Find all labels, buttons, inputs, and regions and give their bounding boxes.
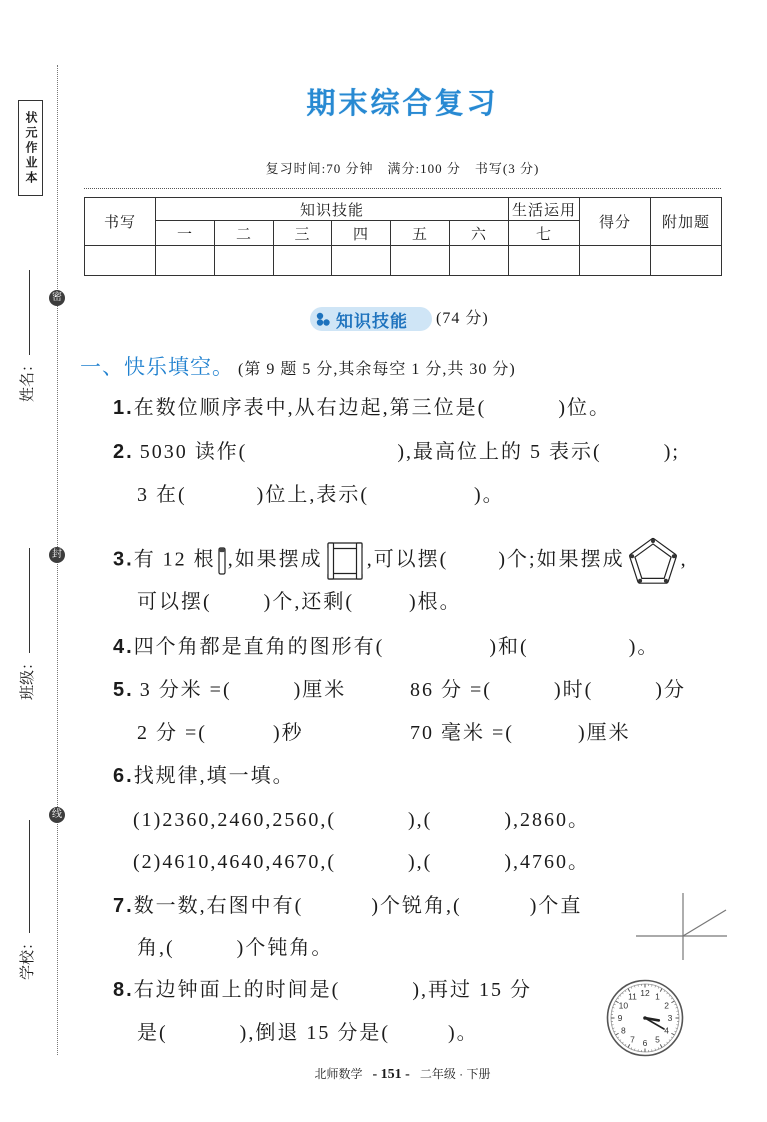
angle-figure [630, 888, 730, 966]
score-cell[interactable] [450, 246, 509, 276]
header-life: 生活运用 [509, 198, 580, 221]
question-text: 5030 读作( [139, 441, 248, 463]
question-text: ,如果摆成 [227, 548, 323, 571]
header-score: 得分 [580, 198, 651, 246]
school-line[interactable] [18, 820, 30, 933]
clock-number: 12 [640, 988, 650, 998]
answer-blank[interactable] [390, 1024, 448, 1044]
score-table [84, 197, 722, 276]
clock-number: 1 [655, 991, 660, 1002]
question-text: )个,还剩( [263, 591, 354, 613]
question-text: 数一数,右图中有( [133, 895, 304, 917]
part-header: 五 [391, 221, 450, 246]
part-header: 三 [274, 221, 332, 246]
answer-blank[interactable] [593, 681, 655, 701]
page-footer [84, 1064, 721, 1085]
question-text: )。 [448, 1022, 479, 1044]
answer-blank[interactable] [354, 593, 409, 613]
seal-feng-badge: 封 [49, 547, 65, 563]
clock-number: 8 [620, 1025, 626, 1036]
question-text: )位。 [558, 397, 612, 419]
score-cell[interactable] [332, 246, 391, 276]
header-divider [84, 188, 721, 189]
question-7-line-2 [137, 935, 333, 961]
question-text: ,可以摆( [366, 548, 449, 571]
matchstick-square-icon [323, 542, 367, 580]
question-3 [113, 537, 688, 571]
question-text: ); [663, 441, 680, 463]
question-7 [113, 893, 582, 919]
question-number: 3. [113, 548, 134, 571]
brand-label: 状元作业本 [18, 100, 43, 196]
answer-blank[interactable] [369, 486, 474, 506]
part-heading [80, 354, 516, 384]
question-text: 四个角都是直角的图形有( [133, 636, 385, 658]
score-cell[interactable] [651, 246, 722, 276]
dots-icon [315, 311, 331, 327]
question-text: 3 在( [137, 484, 187, 506]
answer-blank[interactable] [384, 638, 489, 658]
answer-blank[interactable] [336, 853, 408, 873]
score-cell[interactable] [156, 246, 215, 276]
answer-blank[interactable] [486, 399, 558, 419]
clock-number: 9 [617, 1013, 623, 1023]
question-text: 在数位顺序表中,从右边起,第三位是( [133, 397, 487, 419]
score-cell[interactable] [215, 246, 274, 276]
question-text: )位上,表示( [256, 484, 369, 506]
exam-info: 复习时间:70 分钟 满分:100 分 书写(3 分) [265, 161, 540, 176]
question-5-line-2-right [410, 720, 631, 746]
school-label: 学校： [19, 934, 36, 980]
question-text: )。 [628, 636, 660, 658]
question-text: 找规律,填一填。 [133, 765, 295, 787]
question-number: 4. [113, 636, 134, 658]
name-field[interactable] [18, 270, 38, 402]
part-header: 二 [215, 221, 274, 246]
class-field[interactable] [18, 548, 38, 700]
question-text: )。 [474, 484, 505, 506]
part-title: 一、快乐填空。 [80, 356, 234, 379]
question-5-line-2 [137, 720, 304, 746]
answer-blank[interactable] [462, 897, 530, 917]
answer-blank[interactable] [529, 638, 629, 658]
question-6-sub-1 [133, 807, 590, 833]
clock-number: 6 [642, 1038, 648, 1048]
matchstick-pentagon-icon [625, 537, 681, 585]
header-writing: 书写 [85, 198, 156, 246]
question-8-line-2 [137, 1020, 479, 1046]
clock-number: 5 [655, 1034, 660, 1045]
question-text: )个;如果摆成 [498, 548, 625, 571]
question-text: 86 分 =( [410, 679, 492, 701]
question-number: 1. [113, 397, 134, 419]
question-text: (1)2360,2460,2560,( [133, 809, 336, 831]
clock-number: 3 [667, 1013, 673, 1023]
score-cell[interactable] [391, 246, 450, 276]
question-5 [113, 677, 346, 703]
question-text: ),2860。 [504, 809, 590, 831]
clock-number: 7 [630, 1034, 635, 1045]
class-label: 班级： [19, 654, 36, 700]
question-4 [113, 634, 659, 660]
question-text: ),倒退 15 分是( [239, 1022, 390, 1044]
score-cell[interactable] [85, 246, 156, 276]
footer-subject: 北师数学 [314, 1067, 363, 1081]
answer-blank[interactable] [492, 681, 554, 701]
question-text: )个直 [529, 895, 583, 917]
answer-blank[interactable] [340, 981, 412, 1001]
answer-blank[interactable] [303, 897, 371, 917]
answer-blank[interactable] [168, 1024, 240, 1044]
question-number: 7. [113, 895, 134, 917]
name-label: 姓名： [19, 356, 36, 402]
clock-center-pin [643, 1016, 647, 1020]
clock-number: 11 [628, 991, 637, 1002]
seal-mi-badge: 密 [49, 290, 65, 306]
answer-blank[interactable] [336, 811, 408, 831]
answer-blank[interactable] [175, 939, 237, 959]
question-number: 5. [113, 679, 134, 701]
question-number: 8. [113, 979, 134, 1001]
question-text: 右边钟面上的时间是( [133, 979, 341, 1001]
question-text: , [680, 548, 688, 571]
question-text: 可以摆( [137, 591, 212, 613]
page-number: - 151 - [372, 1067, 410, 1082]
section-badge [310, 307, 432, 331]
clock-number: 10 [618, 1000, 629, 1011]
question-text: 2 分 =( [137, 722, 207, 744]
answer-blank[interactable] [514, 724, 578, 744]
question-text: )和( [489, 636, 529, 658]
question-text: ),4760。 [504, 851, 590, 873]
question-text: ),( [407, 851, 433, 873]
question-3-line-2 [137, 589, 462, 615]
part-header: 七 [509, 221, 580, 246]
clock-number: 2 [664, 1000, 670, 1011]
question-text: ),( [407, 809, 433, 831]
question-text: ),再过 15 分 [412, 979, 533, 1001]
header-knowledge: 知识技能 [156, 198, 509, 221]
question-2-line-2 [137, 482, 505, 508]
question-text: ),最高位上的 5 表示( [397, 441, 602, 463]
question-1 [113, 395, 611, 421]
answer-blank[interactable] [602, 443, 664, 463]
question-text: )根。 [409, 591, 462, 613]
answer-blank[interactable] [232, 681, 294, 701]
question-text: (2)4610,4640,4670,( [133, 851, 336, 873]
seal-xian-badge: 线 [49, 807, 65, 823]
question-6-sub-2 [133, 849, 590, 875]
header-bonus: 附加题 [651, 198, 722, 246]
school-field[interactable] [18, 820, 38, 980]
clock-number: 4 [664, 1025, 670, 1036]
question-6 [113, 763, 295, 789]
footer-grade: 二年级 · 下册 [419, 1067, 491, 1081]
question-text: 70 毫米 =( [410, 722, 514, 744]
question-8 [113, 977, 532, 1003]
diagonal-ray [683, 910, 726, 936]
question-text: )秒 [272, 722, 304, 744]
score-cell[interactable] [509, 246, 580, 276]
answer-blank[interactable] [207, 724, 273, 744]
answer-blank[interactable] [247, 443, 397, 463]
score-cell[interactable] [274, 246, 332, 276]
question-text: )分 [655, 679, 686, 701]
question-number: 2. [113, 441, 134, 463]
section-points: (74 分) [436, 310, 489, 327]
question-text: 有 12 根 [133, 548, 216, 571]
question-text: )厘米 [577, 722, 631, 744]
question-5-right [410, 677, 686, 703]
answer-blank[interactable] [212, 593, 264, 613]
name-line[interactable] [18, 270, 30, 355]
clock-face [605, 978, 685, 1058]
answer-blank[interactable] [432, 853, 504, 873]
question-text: 角,( [137, 937, 175, 959]
part-note: (第 9 题 5 分,其余每空 1 分,共 30 分) [238, 361, 516, 378]
question-text: 是( [137, 1022, 168, 1044]
class-line[interactable] [18, 548, 30, 653]
answer-blank[interactable] [448, 551, 498, 571]
score-cell[interactable] [580, 246, 651, 276]
question-text: )厘米 [293, 679, 347, 701]
answer-blank[interactable] [187, 486, 257, 506]
question-text: )个锐角,( [371, 895, 462, 917]
matchstick-icon [216, 547, 228, 575]
part-header: 四 [332, 221, 391, 246]
page-title: 期末综合复习 [306, 88, 499, 120]
answer-blank[interactable] [432, 811, 504, 831]
question-2 [113, 439, 680, 465]
question-number: 6. [113, 765, 134, 787]
section-label: 知识技能 [336, 311, 408, 331]
question-text: )时( [553, 679, 594, 701]
question-text: )个钝角。 [236, 937, 334, 959]
part-header: 一 [156, 221, 215, 246]
question-text: 3 分米 =( [139, 679, 232, 701]
part-header: 六 [450, 221, 509, 246]
